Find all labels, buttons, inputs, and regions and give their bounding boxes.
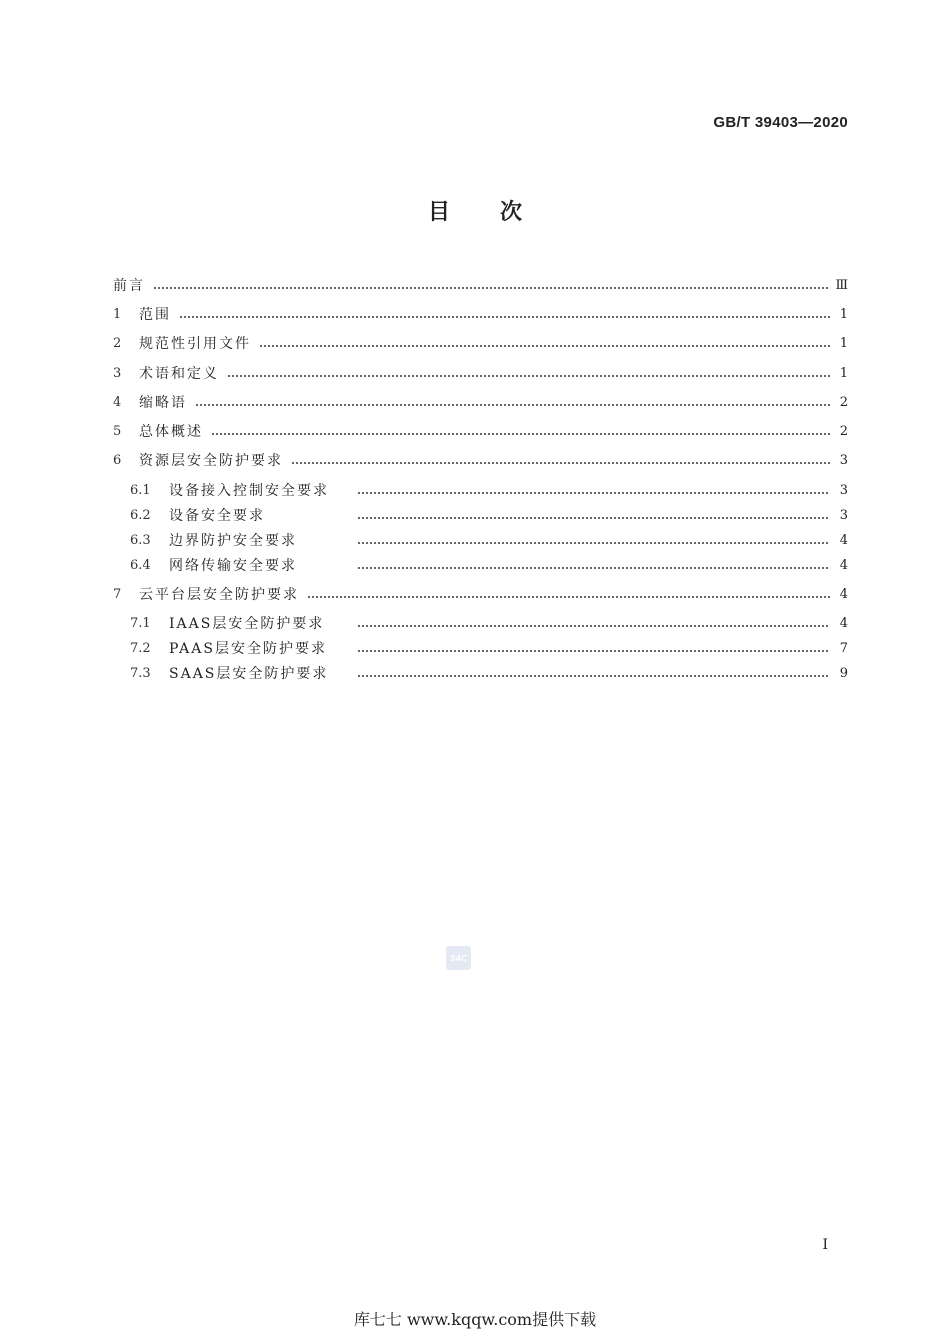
footer-text: 库七七 www.kqqw.com提供下载 — [353, 1310, 597, 1329]
toc-entry-number: 7.3 — [130, 665, 151, 681]
toc-entry-number: 6.2 — [130, 507, 151, 523]
dot-leader — [195, 404, 830, 406]
dot-leader — [357, 675, 830, 677]
dot-leader — [153, 287, 830, 289]
toc-entry-title: 边界防护安全要求 — [169, 533, 297, 549]
toc-entry-page: 3 — [839, 507, 848, 523]
toc-entry-title: PAAS层安全防护要求 — [169, 641, 327, 657]
toc-entry[interactable] — [113, 584, 848, 604]
toc-entry-page: Ⅲ — [835, 277, 848, 293]
toc-entry-number: 6.4 — [130, 557, 151, 573]
toc-entry-title: 网络传输安全要求 — [169, 558, 297, 574]
dot-leader — [227, 375, 830, 377]
toc-entry[interactable] — [130, 530, 848, 550]
toc-entry[interactable] — [113, 275, 848, 295]
toc-entry-number: 1 — [113, 306, 122, 322]
toc-entry-page: 3 — [839, 482, 848, 498]
toc-entry-number: 7.1 — [130, 615, 151, 631]
toc-entry-title: 缩略语 — [139, 395, 187, 411]
toc-entry-title: 规范性引用文件 — [139, 336, 251, 352]
toc-entry[interactable] — [113, 392, 848, 412]
toc-entry-title: IAAS层安全防护要求 — [169, 616, 325, 632]
page-number: I — [822, 1237, 828, 1253]
toc-entry-number: 6 — [113, 452, 122, 468]
toc-entry-page: 2 — [839, 394, 848, 410]
dot-leader — [357, 542, 830, 544]
dot-leader — [291, 462, 830, 464]
standard-number: GB/T 39403—2020 — [713, 114, 848, 131]
toc-entry[interactable] — [130, 555, 848, 575]
page-title: 目次 — [427, 199, 572, 225]
toc-entry-number: 7 — [113, 586, 122, 602]
toc-entry-title: 术语和定义 — [139, 366, 219, 382]
toc-entry[interactable] — [113, 333, 848, 353]
toc-entry-page: 4 — [839, 615, 848, 631]
toc-entry-number: 3 — [113, 365, 122, 381]
dot-leader — [357, 492, 830, 494]
toc-entry-page: 1 — [839, 365, 848, 381]
toc-entry[interactable] — [130, 505, 848, 525]
toc-entry-title: 设备接入控制安全要求 — [169, 483, 329, 499]
toc-entry-title: SAAS层安全防护要求 — [169, 666, 329, 682]
toc-entry-number: 6.1 — [130, 482, 151, 498]
dot-leader — [211, 433, 830, 435]
toc-entry-number: 7.2 — [130, 640, 151, 656]
toc-entry-number: 2 — [113, 335, 122, 351]
toc-entry-page: 1 — [839, 306, 848, 322]
sac-logo: SAC — [446, 946, 471, 970]
toc-entry-number: 6.3 — [130, 532, 151, 548]
toc-entry-page: 4 — [839, 532, 848, 548]
dot-leader — [357, 517, 830, 519]
dot-leader — [259, 345, 830, 347]
dot-leader — [179, 316, 830, 318]
toc-entry-title: 总体概述 — [139, 424, 203, 440]
toc-entry-title: 设备安全要求 — [169, 508, 265, 524]
toc-entry[interactable] — [113, 304, 848, 324]
toc-entry-page: 7 — [839, 640, 848, 656]
toc-entry-page: 3 — [839, 452, 848, 468]
toc-entry-title: 云平台层安全防护要求 — [139, 587, 299, 603]
toc-entry-title: 范围 — [139, 307, 171, 323]
toc-entry-page: 9 — [839, 665, 848, 681]
dot-leader — [357, 650, 830, 652]
toc-entry[interactable] — [130, 613, 848, 633]
toc-entry[interactable] — [113, 421, 848, 441]
toc-entry[interactable] — [113, 363, 848, 383]
dot-leader — [357, 625, 830, 627]
toc-entry-page: 2 — [839, 423, 848, 439]
toc-entry-number: 5 — [113, 423, 122, 439]
toc-entry[interactable] — [130, 480, 848, 500]
toc-entry-title: 前言 — [113, 278, 145, 294]
toc-entry-page: 1 — [839, 335, 848, 351]
toc-entry-page: 4 — [839, 586, 848, 602]
toc-entry-page: 4 — [839, 557, 848, 573]
toc-entry[interactable] — [130, 663, 848, 683]
toc-entry-title: 资源层安全防护要求 — [139, 453, 283, 469]
toc-entry[interactable] — [113, 450, 848, 470]
toc-entry-number: 4 — [113, 394, 122, 410]
dot-leader — [357, 567, 830, 569]
toc-entry[interactable] — [130, 638, 848, 658]
dot-leader — [307, 596, 830, 598]
